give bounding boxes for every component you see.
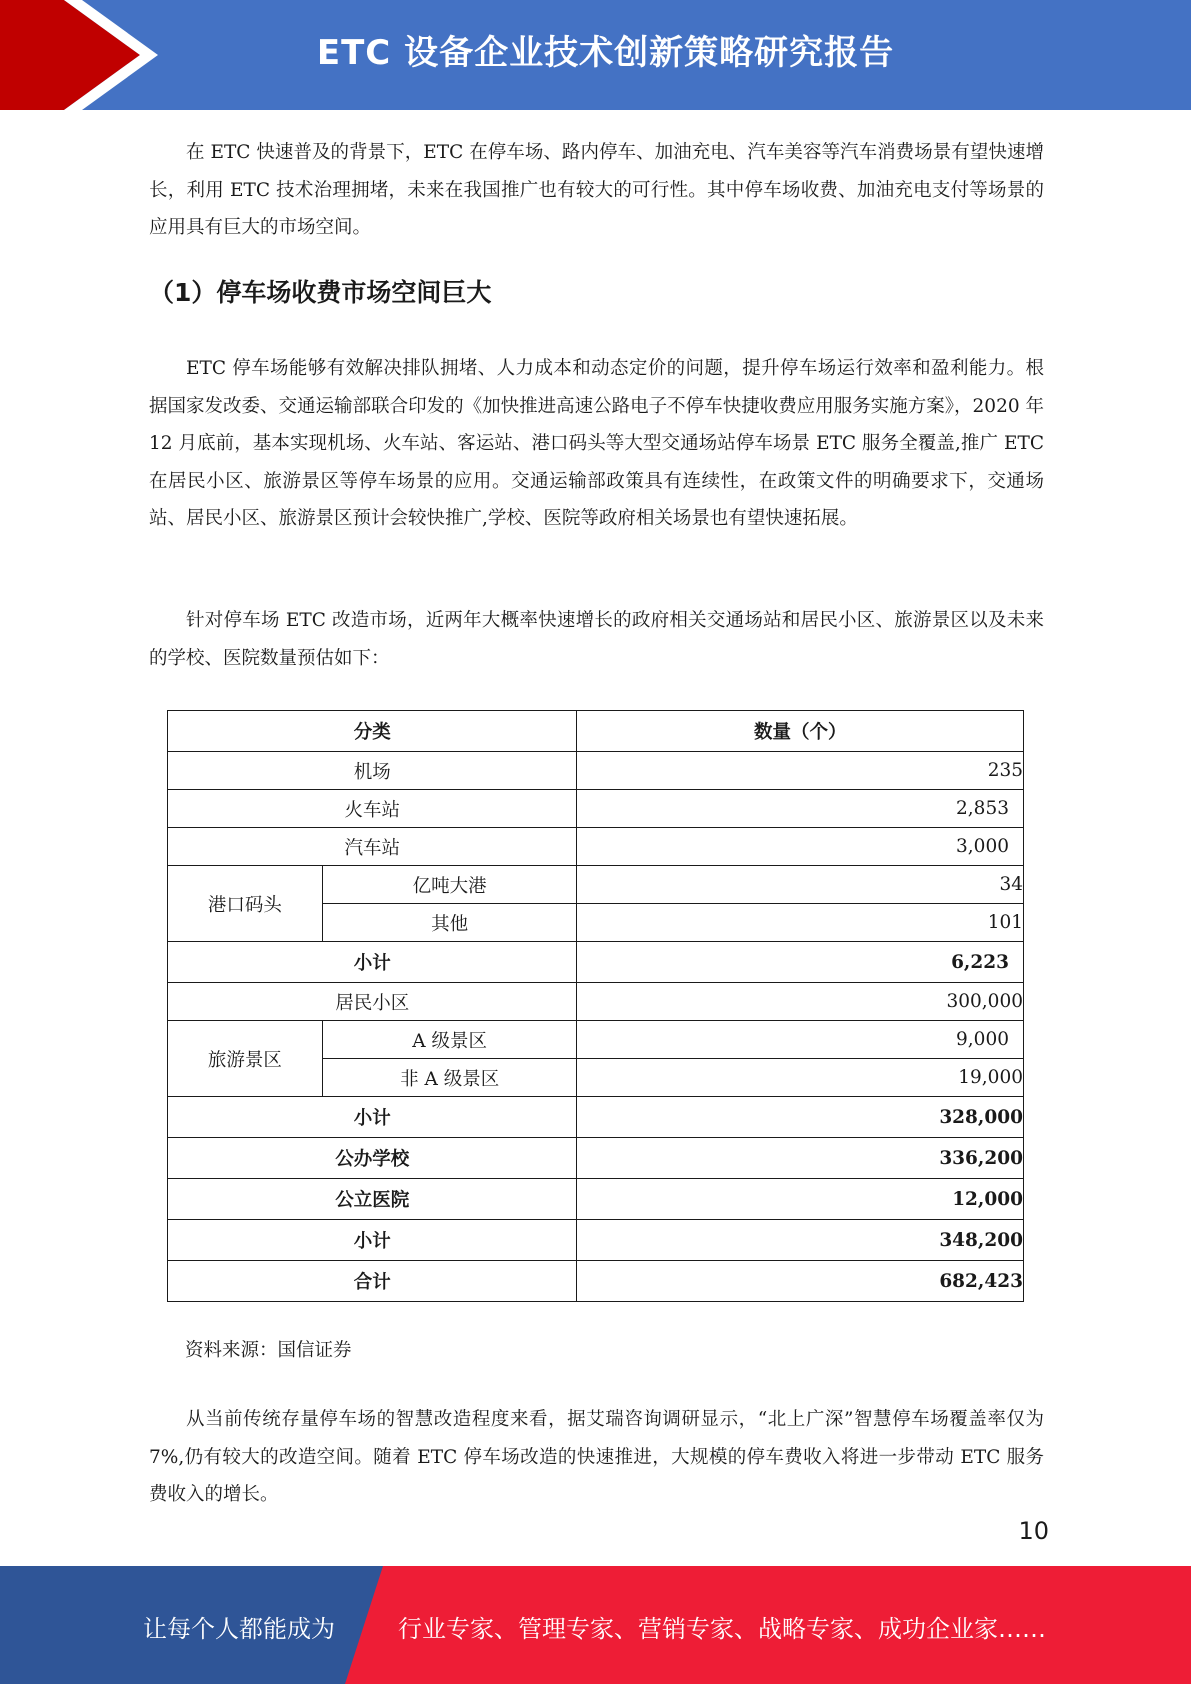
section-heading: （1）停车场收费市场空间巨大 [149,278,492,307]
footer-slogan-left: 让每个人都能成为 [143,1615,335,1643]
policy-paragraph: ETC 停车场能够有效解决排队拥堵、人力成本和动态定价的问题，提升停车场运行效率和盈利能力。根据国家发改委、交通运输部联合印发的《加快推进高速公路电子不停车快捷收费应用服务实施方案》，2020 年 12 月底前，基本实现机场、火车站、客运站、港口码头等大型交通场站停车场景 ETC 服务全覆盖,推广 ETC 在居民小区、旅游景区等停车场景的应用。交通运输部政策具有连续性，在政策文件的明确要求下，交通场站、居民小区、旅游景区预计会较快推广,学校、医院等政府相关场景也有望快速拓展。 [149,358,1044,529]
row-label: 亿吨大港 [322,866,577,904]
subtotal-row [168,1097,1024,1138]
row-value: 235 [577,752,1024,790]
table-row [168,1138,1024,1179]
row-value: 6,223 [577,942,1024,983]
conclusion-paragraph: 从当前传统存量停车场的智慧改造程度来看，据艾瑞咨询调研显示，“北上广深”智慧停车场覆盖率仅为 7%,仍有较大的改造空间。随着 ETC 停车场改造的快速推进，大规模的停车费收入将进一步带动 ETC 服务费收入的增长。 [149,1409,1044,1505]
page-header [0,0,1191,110]
row-label: 火车站 [168,790,577,828]
subtotal-row [168,1220,1024,1261]
row-label: A 级景区 [322,1021,577,1059]
table-row [168,866,1024,904]
row-value: 348,200 [577,1220,1024,1261]
row-label: 小计 [168,1220,577,1261]
footer-slogan-right: 行业专家、管理专家、营销专家、战略专家、成功企业家…… [398,1615,1046,1643]
row-value: 12,000 [577,1179,1024,1220]
row-label: 非 A 级景区 [322,1059,577,1097]
row-label: 汽车站 [168,828,577,866]
row-value: 300,000 [577,983,1024,1021]
row-value: 19,000 [577,1059,1024,1097]
intro-paragraph: 在 ETC 快速普及的背景下，ETC 在停车场、路内停车、加油充电、汽车美容等汽车消费场景有望快速增长，利用 ETC 技术治理拥堵，未来在我国推广也有较大的可行性。其中停车场收费、加油充电支付等场景的应用具有巨大的市场空间。 [149,142,1044,238]
row-label: 机场 [168,752,577,790]
table-row [168,1021,1024,1059]
table-row [168,790,1024,828]
column-header-count: 数量（个） [577,711,1024,752]
row-label: 小计 [168,1097,577,1138]
parking-count-table [167,710,1024,1302]
row-value: 34 [577,866,1024,904]
estimate-paragraph: 针对停车场 ETC 改造市场，近两年大概率快速增长的政府相关交通场站和居民小区、旅游景区以及未来的学校、医院数量预估如下： [149,610,1044,669]
page-number: 10 [1018,1517,1049,1545]
table-header-row [168,711,1024,752]
row-label: 合计 [168,1261,577,1302]
data-source: 资料来源：国信证券 [185,1340,352,1361]
page-footer [0,1566,1191,1684]
group-label: 旅游景区 [168,1021,323,1097]
row-value: 2,853 [577,790,1024,828]
row-value: 336,200 [577,1138,1024,1179]
subtotal-row [168,942,1024,983]
column-header-category: 分类 [168,711,577,752]
row-label: 居民小区 [168,983,577,1021]
row-label: 公立医院 [168,1179,577,1220]
table-row [168,1179,1024,1220]
total-row [168,1261,1024,1302]
table-row [168,983,1024,1021]
row-value: 3,000 [577,828,1024,866]
row-label: 其他 [322,904,577,942]
row-value: 101 [577,904,1024,942]
report-title: ETC 设备企业技术创新策略研究报告 [316,33,895,73]
group-label: 港口码头 [168,866,323,942]
row-value: 682,423 [577,1261,1024,1302]
row-value: 328,000 [577,1097,1024,1138]
row-value: 9,000 [577,1021,1024,1059]
row-label: 公办学校 [168,1138,577,1179]
row-label: 小计 [168,942,577,983]
table-row [168,828,1024,866]
table-row [168,752,1024,790]
